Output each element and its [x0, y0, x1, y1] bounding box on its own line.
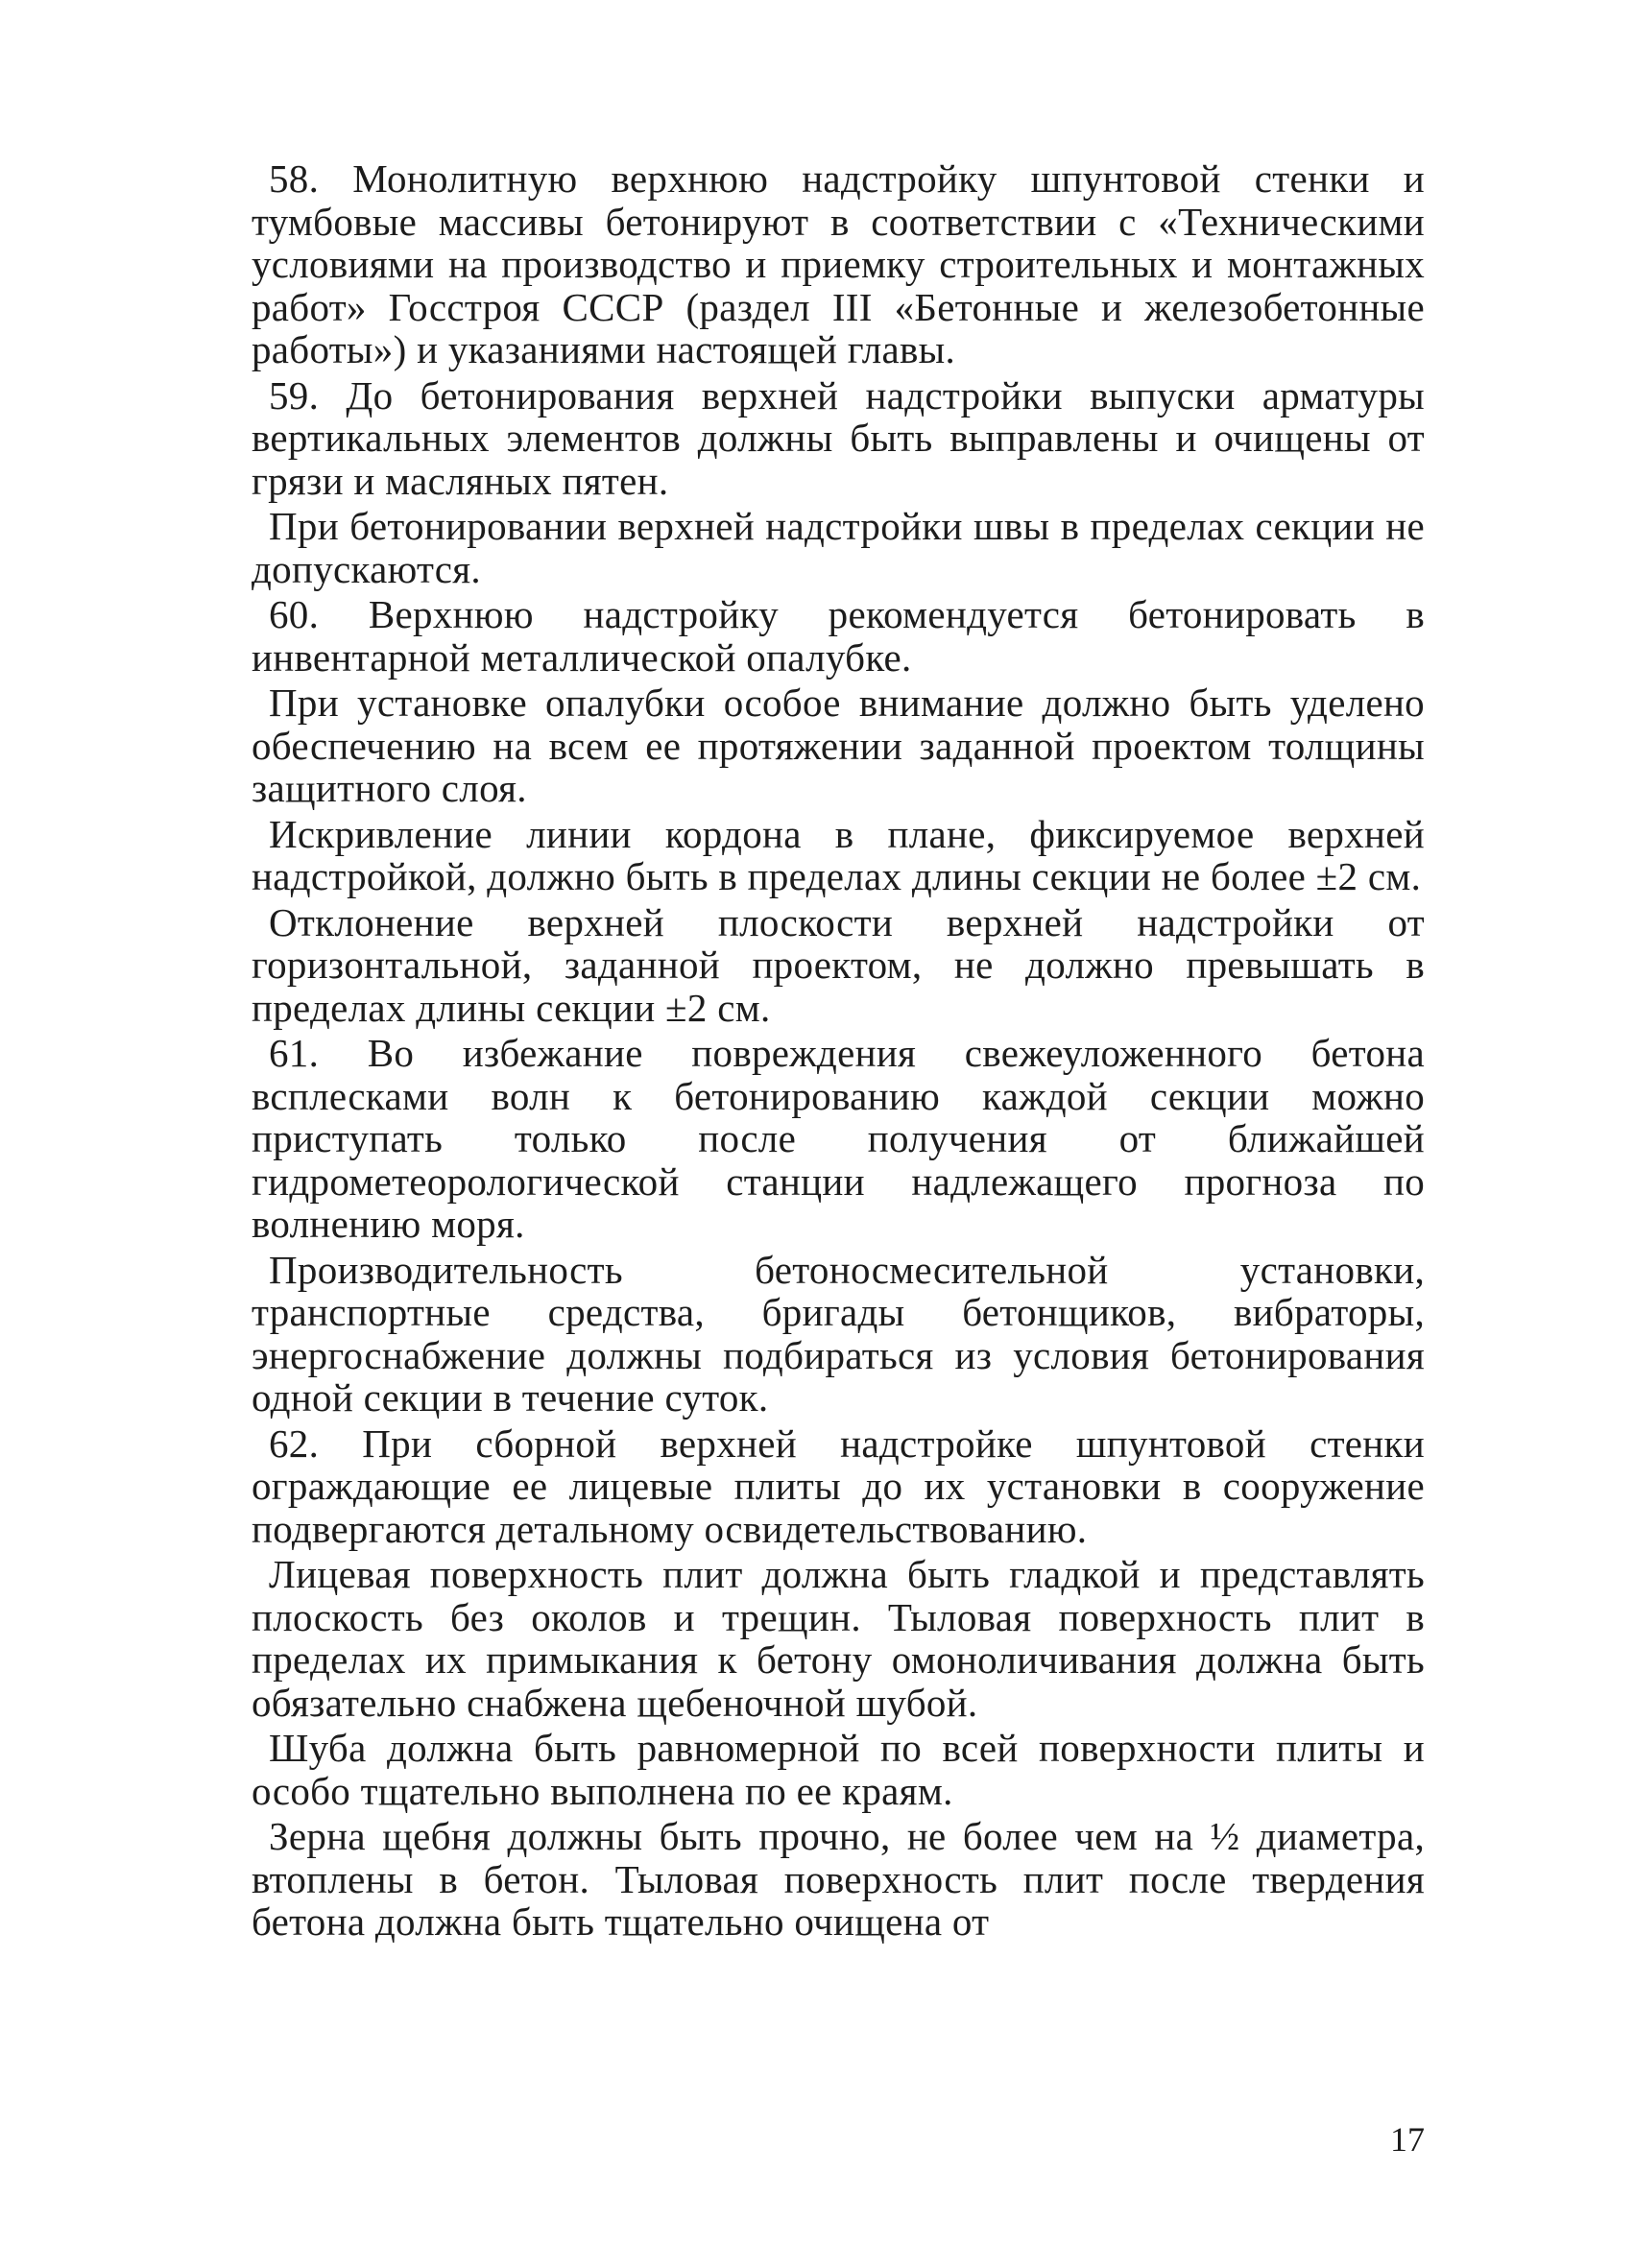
paragraph-60: 60. Верхнюю надстройку рекомендуется бетонировать в инвентарной металлической опалубке. — [252, 592, 1425, 680]
paragraph-62-coating: Шуба должна быть равномерной по всей поверхности плиты и особо тщательно выполнена по ее краям. — [252, 1726, 1425, 1813]
paragraph-59-seams: При бетонировании верхней надстройки швы в пределах секции не допускаются. — [252, 504, 1425, 591]
paragraph-62-gravel: Зерна щебня должны быть прочно, не более чем на ½ диаметра, втоплены в бетон. Тыловая поверхность плит после твердения бетона должна быть тщательно очищена от — [252, 1814, 1425, 1944]
paragraph-60-plane-deviation: Отклонение верхней плоскости верхней надстройки от горизонтальной, заданной проектом, не должно превышать в пределах длины секции ±2 см. — [252, 899, 1425, 1030]
paragraph-58: 58. Монолитную верхнюю надстройку шпунтовой стенки и тумбовые массивы бетонируют в соответствии с «Техническими условиями на производство и приемку строительных и монтажных работ» Госстроя СССР (раздел III «Бетонные и железобетонные работы») и указаниями настоящей главы. — [252, 156, 1425, 371]
page-body-text — [252, 157, 1425, 1946]
paragraph-61: 61. Во избежание повреждения свежеуложенного бетона всплесками волн к бетонированию каждой секции можно приступать только после получения от ближайшей гидрометеорологической станции надлежащего прогноза по волнению моря. — [252, 1031, 1425, 1246]
paragraph-61-productivity: Производительность бетоносмесительной установки, транспортные средства, бригады бетонщиков, вибраторы, энергоснабжение должны подбираться из условия бетонирования одной секции в течение суток. — [252, 1247, 1425, 1420]
paragraph-60-formwork: При установке опалубки особое внимание должно быть уделено обеспечению на всем ее протяжении заданной проектом толщины защитного слоя. — [252, 680, 1425, 810]
page-number: 17 — [1390, 2120, 1425, 2159]
paragraph-62: 62. При сборной верхней надстройке шпунтовой стенки ограждающие ее лицевые плиты до их установки в сооружение подвергаются детальному освидетельствованию. — [252, 1420, 1425, 1551]
paragraph-62-face-surface: Лицевая поверхность плит должна быть гладкой и представлять плоскость без околов и трещин. Тыловая поверхность плит в пределах их примыкания к бетону омоноличивания должна быть обязательно снабжена щебеночной шубой. — [252, 1552, 1425, 1725]
paragraph-59: 59. До бетонирования верхней надстройки выпуски арматуры вертикальных элементов должны быть выправлены и очищены от грязи и масляных пятен. — [252, 372, 1425, 503]
paragraph-60-cordon-curvature: Искривление линии кордона в плане, фиксируемое верхней надстройкой, должно быть в пределах длины секции не более ±2 см. — [252, 811, 1425, 898]
